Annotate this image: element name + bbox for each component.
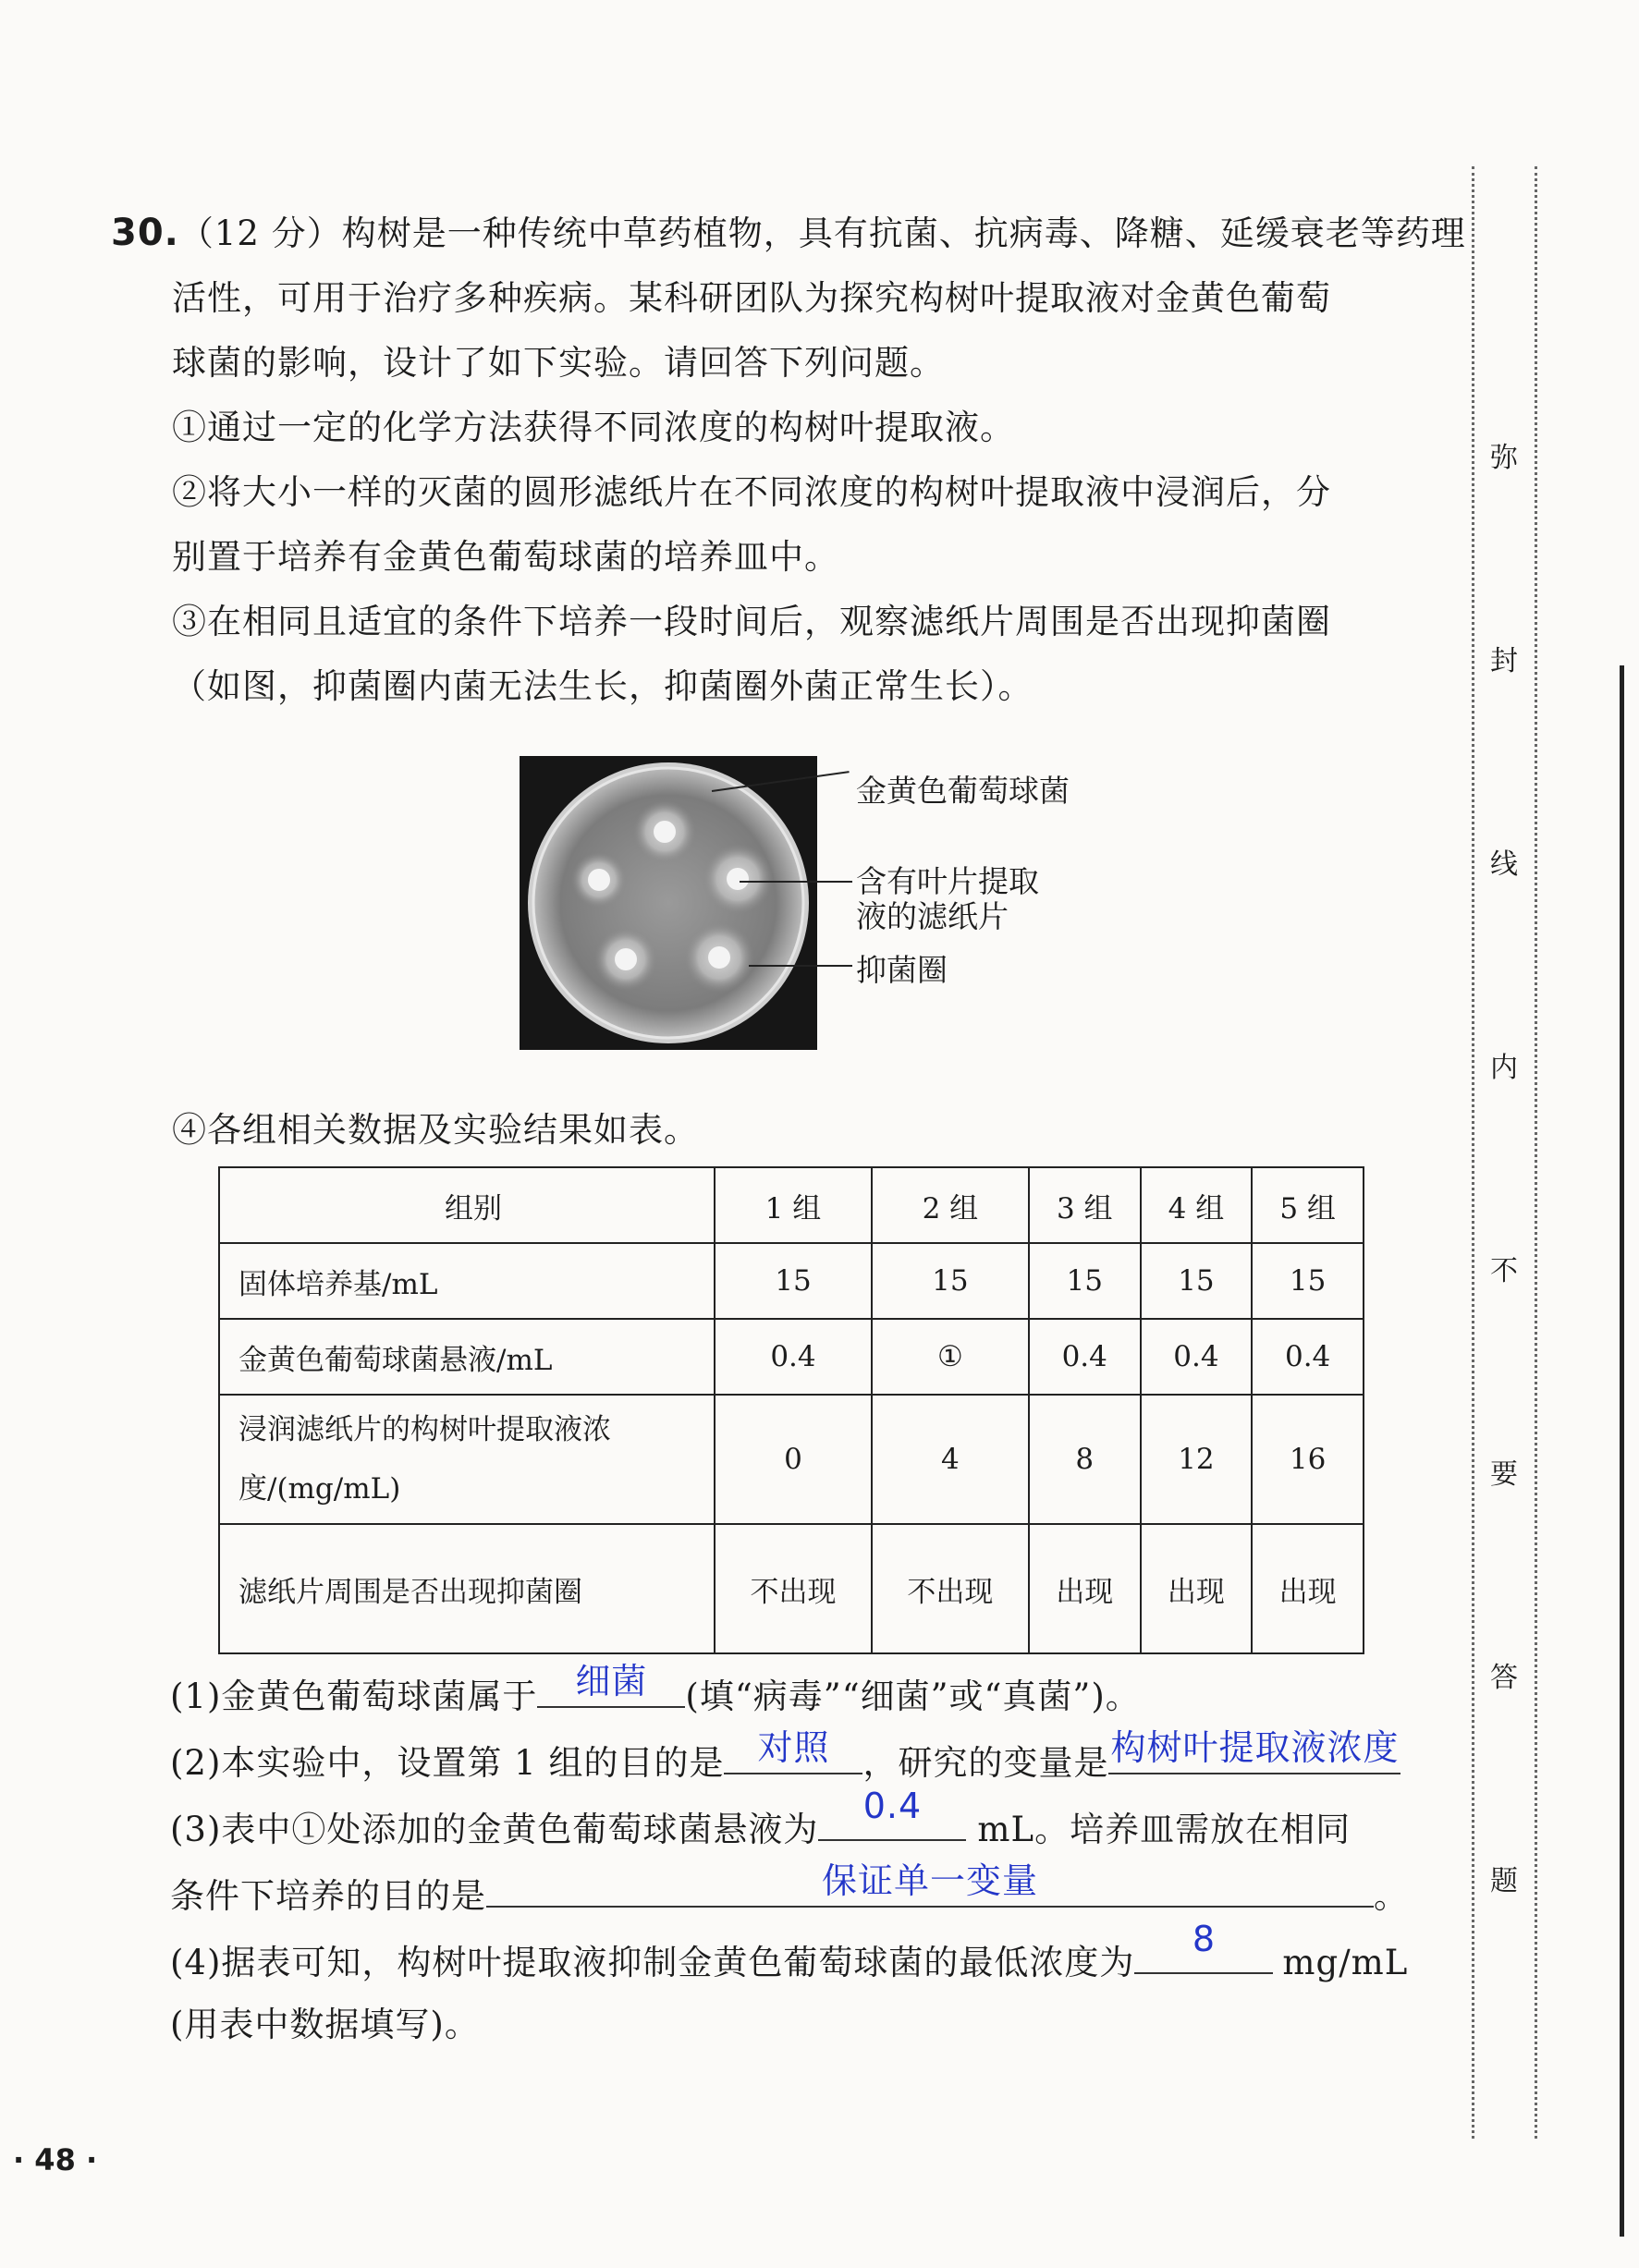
- table-row: [219, 1524, 1364, 1653]
- table-header-cell: 2 组: [872, 1167, 1029, 1243]
- leader-line-inhibition: [749, 965, 852, 967]
- table-cell: 0: [715, 1395, 872, 1524]
- margin-char: 题: [1490, 1865, 1518, 1897]
- table-cell: 出现: [1252, 1524, 1364, 1653]
- sub-question-4-line-2: (用表中数据填写)。: [170, 2005, 480, 2044]
- table-header-cell: 4 组: [1141, 1167, 1253, 1243]
- q2-mid-text: ，研究的变量是: [862, 1743, 1109, 1783]
- petri-dish-illustration: [520, 756, 817, 1050]
- page-number: · 48 ·: [13, 2142, 98, 2177]
- table-cell: 0.4: [1029, 1319, 1141, 1395]
- q3-post-text: mL。培养皿需放在相同: [977, 1810, 1352, 1849]
- table-cell: 15: [715, 1243, 872, 1319]
- table-cell: 15: [872, 1243, 1029, 1319]
- margin-char: 封: [1490, 645, 1518, 677]
- sub-question-3-line-2: [170, 1860, 1409, 1918]
- table-row: [219, 1395, 1364, 1524]
- q1-answer-blank[interactable]: [537, 1661, 685, 1708]
- label-filter-line-1: 含有叶片提取: [856, 863, 1039, 899]
- q2-answer-blank-1[interactable]: [724, 1727, 862, 1774]
- table-cell: 8: [1029, 1395, 1141, 1524]
- table-cell: 出现: [1141, 1524, 1253, 1653]
- margin-char: 内: [1490, 1052, 1518, 1084]
- question-line-1: [111, 205, 1466, 255]
- table-cell: 12: [1141, 1395, 1253, 1524]
- q4-answer: 8: [1192, 1919, 1217, 1959]
- seal-line-left: [1472, 166, 1474, 2139]
- results-table: [218, 1166, 1364, 1654]
- table-cell: 固体培养基/mL: [219, 1243, 715, 1319]
- margin-char: 不: [1490, 1255, 1518, 1287]
- table-cell: 0.4: [715, 1319, 872, 1395]
- table-header-row: [219, 1167, 1364, 1243]
- margin-char: 线: [1490, 848, 1518, 881]
- table-cell: [219, 1395, 715, 1524]
- q3-answer: 0.4: [862, 1786, 923, 1826]
- table-cell: 0.4: [1141, 1319, 1253, 1395]
- label-bacteria: 金黄色葡萄球菌: [856, 773, 1070, 809]
- q2-answer-2: 构树叶提取液浓度: [1110, 1727, 1400, 1768]
- q2-answer-1: 对照: [757, 1727, 830, 1768]
- margin-char: 弥: [1490, 442, 1518, 474]
- q3-answer-blank[interactable]: [818, 1786, 966, 1841]
- table-row: [219, 1319, 1364, 1395]
- table-cell: 15: [1141, 1243, 1253, 1319]
- q1-answer: 细菌: [575, 1661, 648, 1701]
- step-2-line-1: ②将大小一样的灭菌的圆形滤纸片在不同浓度的构树叶提取液中浸润后，分: [172, 472, 1331, 512]
- sub-question-3: [170, 1786, 1352, 1851]
- table-cell: 4: [872, 1395, 1029, 1524]
- margin-char: 答: [1490, 1662, 1518, 1694]
- intro-text-1: （12 分）构树是一种传统中草药植物，具有抗菌、抗病毒、降糖、延缓衰老等药理: [178, 213, 1466, 253]
- question-number: 30.: [111, 212, 179, 254]
- concentration-label-line-2: 度/(mg/mL): [239, 1472, 401, 1506]
- table-header-cell: 5 组: [1252, 1167, 1364, 1243]
- step-4: ④各组相关数据及实验结果如表。: [172, 1110, 699, 1150]
- sub-question-4: [170, 1919, 1409, 1984]
- q3-line2-end: 。: [1374, 1876, 1409, 1916]
- q1-text: (1)金黄色葡萄球菌属于: [170, 1677, 538, 1716]
- table-cell: ①: [872, 1319, 1029, 1395]
- table-cell: 15: [1252, 1243, 1364, 1319]
- table-row: [219, 1243, 1364, 1319]
- seal-line-right: [1535, 166, 1537, 2139]
- label-filter-line-2: 液的滤纸片: [856, 898, 1009, 934]
- q4-unit: mg/mL: [1282, 1943, 1409, 1982]
- margin-char: 要: [1490, 1458, 1518, 1491]
- table-header-cell: 3 组: [1029, 1167, 1141, 1243]
- petri-dish-photo: [520, 756, 817, 1050]
- concentration-label-line-1: 浸润滤纸片的构树叶提取液浓: [239, 1413, 611, 1446]
- q3-line2-text: 条件下培养的目的是: [170, 1876, 486, 1916]
- q3-answer-blank-2[interactable]: [486, 1860, 1374, 1908]
- q2-answer-blank-2[interactable]: [1108, 1727, 1400, 1774]
- step-2-line-2: 别置于培养有金黄色葡萄球菌的培养皿中。: [172, 537, 839, 577]
- q2-text: (2)本实验中，设置第 1 组的目的是: [170, 1743, 725, 1783]
- label-inhibition: 抑菌圈: [856, 952, 948, 988]
- step-1: ①通过一定的化学方法获得不同浓度的构树叶提取液。: [172, 408, 1015, 447]
- table-cell: 0.4: [1252, 1319, 1364, 1395]
- table-cell: 金黄色葡萄球菌悬液/mL: [219, 1319, 715, 1395]
- table-cell: 16: [1252, 1395, 1364, 1524]
- leader-line-filter: [740, 881, 852, 883]
- table-header-cell: 组别: [219, 1167, 715, 1243]
- binding-edge: [1620, 665, 1624, 2237]
- q4-answer-blank[interactable]: [1134, 1919, 1273, 1974]
- table-cell: 15: [1029, 1243, 1141, 1319]
- q1-hint: (填“病毒”“细菌”或“真菌”)。: [685, 1677, 1141, 1716]
- table-header-cell: 1 组: [715, 1167, 872, 1243]
- table-cell: 出现: [1029, 1524, 1141, 1653]
- step-3-line-1: ③在相同且适宜的条件下培养一段时间后，观察滤纸片周围是否出现抑菌圈: [172, 602, 1331, 641]
- intro-text-2: 活性，可用于治疗多种疾病。某科研团队为探究构树叶提取液对金黄色葡萄: [172, 278, 1331, 318]
- table-cell: 不出现: [715, 1524, 872, 1653]
- q4-text: (4)据表可知，构树叶提取液抑制金黄色葡萄球菌的最低浓度为: [170, 1943, 1135, 1982]
- table-cell: 滤纸片周围是否出现抑菌圈: [219, 1524, 715, 1653]
- table-cell: 不出现: [872, 1524, 1029, 1653]
- q3-text: (3)表中①处添加的金黄色葡萄球菌悬液为: [170, 1810, 819, 1849]
- intro-text-3: 球菌的影响，设计了如下实验。请回答下列问题。: [172, 343, 945, 383]
- sub-question-2: [170, 1727, 1400, 1785]
- sub-question-1: [170, 1661, 1141, 1718]
- step-3-line-2: （如图，抑菌圈内菌无法生长，抑菌圈外菌正常生长）。: [172, 666, 1034, 706]
- q3-answer-2: 保证单一变量: [821, 1860, 1038, 1901]
